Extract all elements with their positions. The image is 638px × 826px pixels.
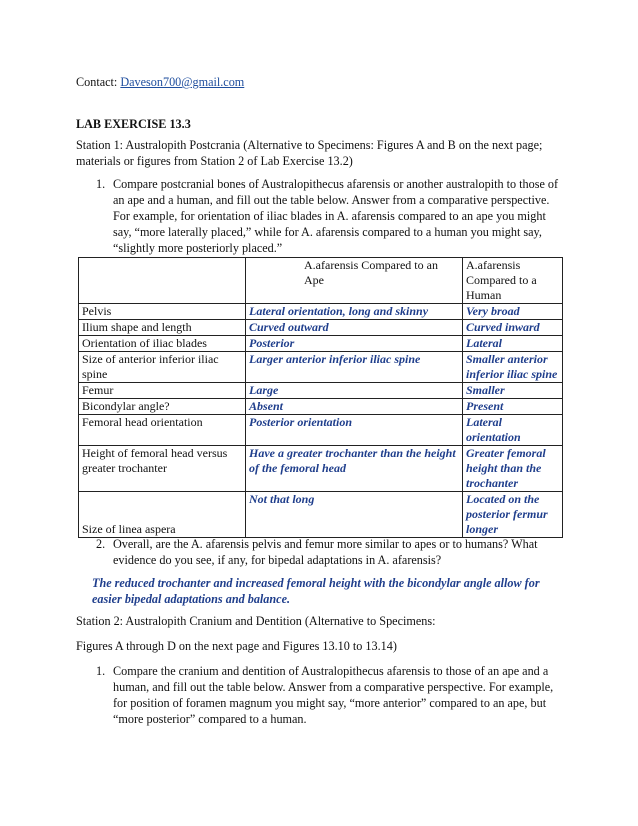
question-1 xyxy=(96,176,564,256)
answer-ape: Larger anterior inferior iliac spine xyxy=(246,352,463,383)
station1-intro: Station 1: Australopith Postcrania (Alternative to Specimens: Figures A and B on the next page; materials or figures from Station 2 of Lab Exercise 13.2) xyxy=(76,138,543,168)
row-label: Femur xyxy=(79,383,246,399)
answer-human: Very broad xyxy=(463,304,563,320)
table-row xyxy=(79,415,563,446)
question-1-text: Compare postcranial bones of Australopithecus afarensis or another australopith to those of an ape and a human, and fill out the table below. Answer from a comparative perspective. For example, for orientation of iliac blades in A. afarensis compared to an ape you might say, “more laterally placed,” while for A. afarensis compared to a human you might say, “slightly more posteriorly placed.” xyxy=(113,177,559,255)
answer-ape: Not that long xyxy=(246,492,463,538)
answer-human: Lateral xyxy=(463,336,563,352)
answer-ape: Have a greater trochanter than the height of the femoral head xyxy=(246,446,463,492)
table-row xyxy=(79,446,563,492)
question-1-number: 1. xyxy=(96,177,106,191)
row-label: Ilium shape and length xyxy=(79,320,246,336)
row-label: Size of linea aspera xyxy=(79,492,246,538)
answer-human: Greater femoral height than the trochanter xyxy=(463,446,563,492)
answer-human: Curved inward xyxy=(463,320,563,336)
table-row xyxy=(79,304,563,320)
question-2-answer: The reduced trochanter and increased femoral height with the bicondylar angle allow for easier bipedal adaptations and balance. xyxy=(92,576,540,606)
answer-human: Present xyxy=(463,399,563,415)
row-label: Femoral head orientation xyxy=(79,415,246,446)
answer-ape: Lateral orientation, long and skinny xyxy=(246,304,463,320)
answer-ape: Posterior orientation xyxy=(246,415,463,446)
row-label: Orientation of iliac blades xyxy=(79,336,246,352)
station2-question-1 xyxy=(96,663,564,727)
exercise-heading: LAB EXERCISE 13.3 xyxy=(76,117,191,131)
row-label: Height of femoral head versus greater trochanter xyxy=(79,446,246,492)
question-2 xyxy=(96,536,564,568)
station2-intro-line1: Station 2: Australopith Cranium and Dentition (Alternative to Specimens: xyxy=(76,614,436,628)
answer-human: Smaller anterior inferior iliac spine xyxy=(463,352,563,383)
header-cell-empty xyxy=(79,258,246,304)
answer-human: Located on the posterior fermur longer xyxy=(463,492,563,538)
header-cell-human: A.afarensis Compared to a Human xyxy=(463,258,563,304)
contact-label: Contact: xyxy=(76,75,118,89)
answer-ape: Curved outward xyxy=(246,320,463,336)
table-row xyxy=(79,383,563,399)
row-label: Pelvis xyxy=(79,304,246,320)
station2-question-1-number: 1. xyxy=(96,664,106,678)
table-row xyxy=(79,492,563,538)
header-cell-ape: A.afarensis Compared to an Ape xyxy=(246,258,463,304)
answer-ape: Large xyxy=(246,383,463,399)
table-row xyxy=(79,320,563,336)
row-label: Size of anterior inferior iliac spine xyxy=(79,352,246,383)
table-header-row xyxy=(79,258,563,304)
answer-human: Smaller xyxy=(463,383,563,399)
table-row xyxy=(79,399,563,415)
row-label: Bicondylar angle? xyxy=(79,399,246,415)
answer-human: Lateral orientation xyxy=(463,415,563,446)
question-2-text: Overall, are the A. afarensis pelvis and femur more similar to apes or to humans? What evidence do you see, if any, for bipedal adaptations in A. afarensis? xyxy=(113,537,538,567)
table-row xyxy=(79,336,563,352)
contact-email-link[interactable]: Daveson700@gmail.com xyxy=(120,75,245,89)
station2-intro-line2: Figures A through D on the next page and Figures 13.10 to 13.14) xyxy=(76,639,397,653)
answer-ape: Absent xyxy=(246,399,463,415)
station2-question-1-text: Compare the cranium and dentition of Australopithecus afarensis to those of an ape and a human, and fill out the table below. Answer from a comparative perspective. For example, for position of foramen magnum you might say, “more anterior” compared to an ape, but “more posterior” compared to a human. xyxy=(113,664,554,726)
table-row xyxy=(79,352,563,383)
contact-line xyxy=(76,74,564,90)
answer-ape: Posterior xyxy=(246,336,463,352)
question-2-number: 2. xyxy=(96,537,106,551)
postcrania-comparison-table xyxy=(78,257,563,538)
